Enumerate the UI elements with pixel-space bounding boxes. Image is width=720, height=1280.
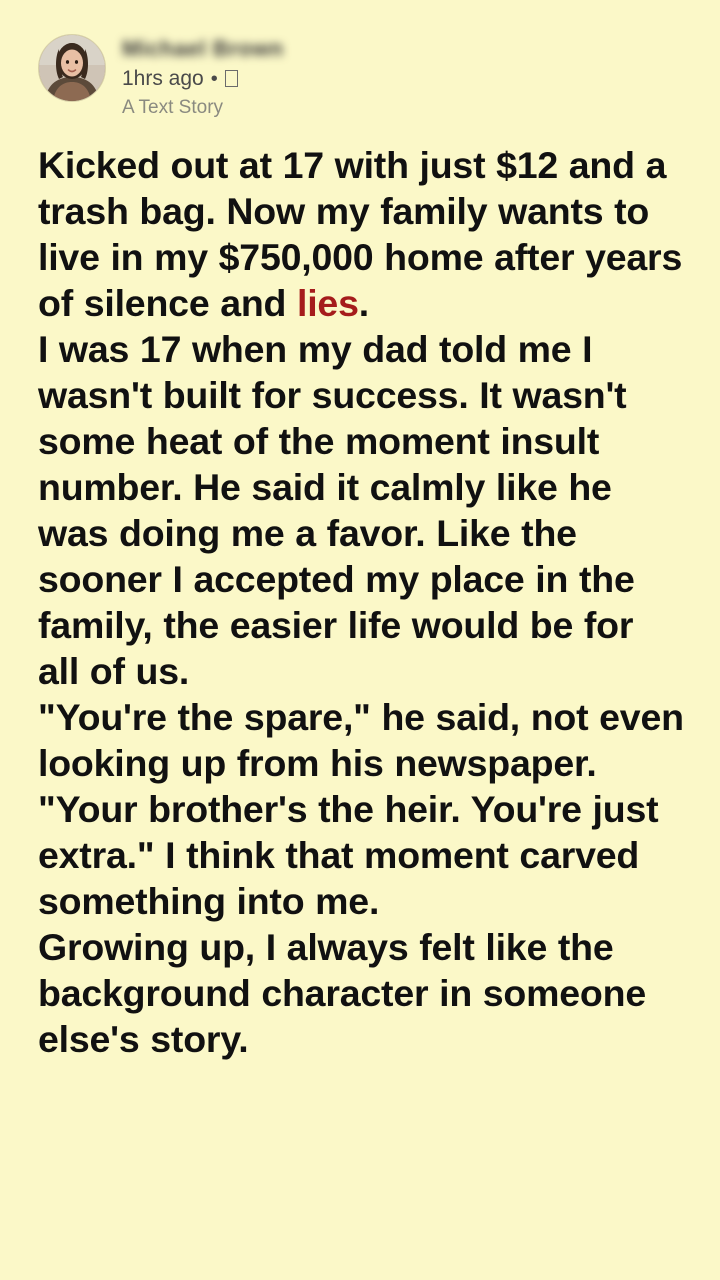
story-headline xyxy=(38,142,684,326)
author-name[interactable]: Michael Brown xyxy=(122,36,284,61)
story-paragraph-1: I was 17 when my dad told me I wasn't built for success. It wasn't some heat of the moment insult number. He said it calmly like he was doing me a favor. Like the sooner I accepted my place in the family, the easier life would be for all of us. xyxy=(38,327,635,692)
avatar[interactable] xyxy=(38,34,106,102)
post-header xyxy=(0,0,720,120)
story-body xyxy=(0,120,720,1062)
headline-highlight: lies xyxy=(297,281,359,324)
post-timestamp: 1hrs ago xyxy=(122,67,204,90)
headline-text-after: . xyxy=(358,281,369,324)
headline-text-before: Kicked out at 17 with just $12 and a trash bag. Now my family wants to live in my $750,000 home after years of silence and xyxy=(38,143,683,324)
post-meta xyxy=(122,66,284,91)
globe-icon xyxy=(225,70,238,87)
meta-separator: • xyxy=(210,67,218,90)
story-type-label: A Text Story xyxy=(122,97,224,119)
story-paragraph-2: "You're the spare," he said, not even looking up from his newspaper. "Your brother's the heir. You're just extra." I think that moment carved something into me. xyxy=(38,695,684,922)
user-avatar-photo xyxy=(39,35,105,101)
story-paragraph-3: Growing up, I always felt like the background character in someone else's story. xyxy=(38,925,646,1060)
header-text-block xyxy=(122,34,284,120)
